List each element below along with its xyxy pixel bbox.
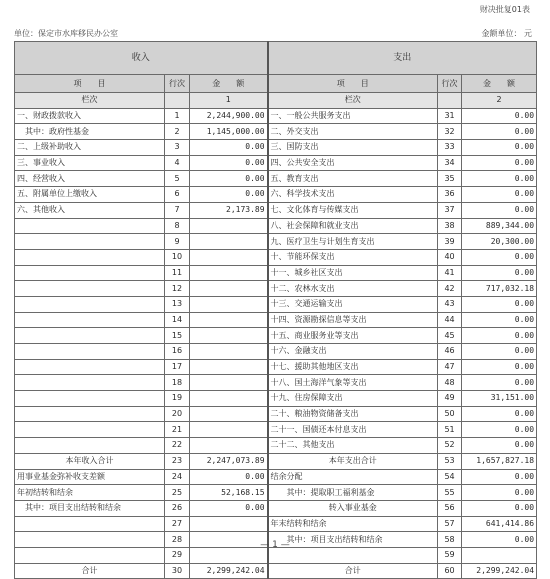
income-item-cell [15,312,165,328]
income-item-cell: 本年收入合计 [15,453,165,469]
table-row [15,108,537,124]
expense-line-cell: 34 [438,155,462,171]
income-item-header: 项 目 [15,75,165,93]
expense-item-cell: 十八、国土海洋气象等支出 [268,375,438,391]
income-amount-cell: 52,168.15 [190,485,268,501]
income-line-cell: 7 [165,202,190,218]
income-amount-cell [190,344,268,360]
expense-item-cell: 一、一般公共服务支出 [268,108,438,124]
table-row [15,265,537,281]
income-line-cell: 18 [165,375,190,391]
expense-amount-cell: 0.00 [462,469,537,485]
expense-item-cell: 九、医疗卫生与计划生育支出 [268,234,438,250]
table-row [15,124,537,140]
expense-amount-cell: 0.00 [462,249,537,265]
expense-amount-cell: 0.00 [462,344,537,360]
income-item-cell [15,218,165,234]
income-item-cell: 其中：项目支出结转和结余 [15,500,165,516]
table-row [15,469,537,485]
expense-item-cell: 十四、资源勘探信息等支出 [268,312,438,328]
income-line-cell: 27 [165,516,190,532]
income-amount-cell [190,406,268,422]
income-line-cell: 21 [165,422,190,438]
income-amount-cell [190,391,268,407]
expense-amount-cell: 0.00 [462,438,537,454]
income-line-cell: 9 [165,234,190,250]
income-line-cell: 15 [165,328,190,344]
expense-amount-cell: 0.00 [462,500,537,516]
expense-amount-cell: 0.00 [462,312,537,328]
expense-line-header: 行次 [438,75,462,93]
expense-line-cell: 60 [438,563,462,579]
income-amount-cell [190,516,268,532]
table-row [15,328,537,344]
reporting-unit: 单位：保定市水库移民办公室 [14,29,118,38]
expense-item-cell: 三、国防支出 [268,140,438,156]
expense-item-cell: 二十二、其他支出 [268,438,438,454]
income-line-cell: 19 [165,391,190,407]
expense-line-cell: 44 [438,312,462,328]
expense-item-cell: 转入事业基金 [268,500,438,516]
income-line-cell: 26 [165,500,190,516]
expense-amount-cell: 0.00 [462,406,537,422]
expense-item-cell: 其中：项目支出结转和结余 [268,532,438,548]
expense-line-cell: 39 [438,234,462,250]
expense-item-cell: 结余分配 [268,469,438,485]
income-item-cell [15,391,165,407]
income-line-cell: 2 [165,124,190,140]
income-item-cell [15,265,165,281]
table-row [15,391,537,407]
expense-line-cell: 41 [438,265,462,281]
expense-amount-cell: 0.00 [462,171,537,187]
expense-line-cell: 54 [438,469,462,485]
expense-line-cell: 35 [438,171,462,187]
expense-line-cell: 51 [438,422,462,438]
income-line-cell: 29 [165,547,190,563]
expense-section-title: 支出 [268,42,537,75]
expense-item-cell: 十、节能环保支出 [268,249,438,265]
income-item-cell [15,422,165,438]
expense-amount-cell: 641,414.86 [462,516,537,532]
income-amount-cell [190,218,268,234]
income-amount-cell: 2,244,900.00 [190,108,268,124]
expense-line-cell: 59 [438,547,462,563]
expense-line-cell: 48 [438,375,462,391]
expense-item-cell: 十九、住房保障支出 [268,391,438,407]
expense-line-cell: 36 [438,187,462,203]
income-item-cell: 一、财政拨款收入 [15,108,165,124]
expense-line-cell: 45 [438,328,462,344]
income-item-cell [15,516,165,532]
income-amount-cell [190,281,268,297]
income-item-cell: 六、其他收入 [15,202,165,218]
expense-line-cell: 57 [438,516,462,532]
expense-amount-cell: 717,032.18 [462,281,537,297]
income-amount-cell: 1,145,000.00 [190,124,268,140]
page-number: — 1 — [260,540,290,550]
expense-amount-cell: 0.00 [462,328,537,344]
table-row [15,375,537,391]
expense-amount-cell: 0.00 [462,124,537,140]
expense-line-cell: 38 [438,218,462,234]
income-item-cell [15,344,165,360]
column-number-row [15,93,537,109]
income-section-title: 收入 [15,42,268,75]
income-amount-cell: 0.00 [190,500,268,516]
expense-amount-cell: 2,299,242.04 [462,563,537,579]
income-item-cell: 合计 [15,563,165,579]
expense-item-cell: 八、社会保障和就业支出 [268,218,438,234]
expense-item-cell: 其中：提取职工福利基金 [268,485,438,501]
expense-item-cell: 年末结转和结余 [268,516,438,532]
income-line-cell: 5 [165,171,190,187]
table-row [15,234,537,250]
income-amount-cell [190,422,268,438]
form-code: 财决批复01表 [479,5,530,14]
expense-amount-cell: 0.00 [462,187,537,203]
income-line-cell: 14 [165,312,190,328]
expense-line-cell: 53 [438,453,462,469]
expense-item-cell: 二、外交支出 [268,124,438,140]
income-line-cell: 25 [165,485,190,501]
income-line-cell: 23 [165,453,190,469]
income-line-cell: 3 [165,140,190,156]
expense-line-cell: 31 [438,108,462,124]
table-row [15,187,537,203]
expense-amount-cell: 0.00 [462,202,537,218]
expense-amount-cell: 0.00 [462,265,537,281]
income-amount-cell [190,312,268,328]
income-column-row-label: 栏次 [15,93,165,109]
expense-item-cell: 本年支出合计 [268,453,438,469]
table-row [15,218,537,234]
income-item-cell [15,328,165,344]
expense-amount-cell: 0.00 [462,155,537,171]
table-row [15,516,537,532]
income-item-cell [15,375,165,391]
expense-item-cell: 七、文化体育与传媒支出 [268,202,438,218]
expense-item-cell: 十二、农林水支出 [268,281,438,297]
income-amount-cell [190,296,268,312]
table-row [15,485,537,501]
income-item-cell [15,234,165,250]
table-row [15,171,537,187]
report-header-right [480,4,530,15]
expense-column-number: 2 [462,93,537,109]
income-amount-cell [190,328,268,344]
expense-item-cell: 十五、商业服务业等支出 [268,328,438,344]
expense-item-cell: 五、教育支出 [268,171,438,187]
income-amount-cell: 0.00 [190,187,268,203]
expense-item-cell: 合计 [268,563,438,579]
expense-item-cell: 六、科学技术支出 [268,187,438,203]
income-line-cell: 17 [165,359,190,375]
income-line-cell: 24 [165,469,190,485]
expense-amount-cell: 0.00 [462,375,537,391]
expense-column-row-label: 栏次 [268,93,438,109]
income-amount-cell: 0.00 [190,155,268,171]
income-item-cell: 三、事业收入 [15,155,165,171]
income-item-cell: 其中：政府性基金 [15,124,165,140]
table-row [15,422,537,438]
income-item-cell: 用事业基金弥补收支差额 [15,469,165,485]
income-item-cell: 四、经营收入 [15,171,165,187]
expense-amount-cell: 0.00 [462,359,537,375]
income-amount-cell [190,265,268,281]
expense-line-cell: 58 [438,532,462,548]
expense-line-cell: 55 [438,485,462,501]
income-line-cell: 1 [165,108,190,124]
expense-line-cell: 47 [438,359,462,375]
expense-item-cell: 十七、援助其他地区支出 [268,359,438,375]
table-row [15,453,537,469]
income-line-cell: 6 [165,187,190,203]
amount-unit: 金额单位： 元 [481,29,532,38]
table-row [15,202,537,218]
income-item-cell [15,406,165,422]
table-row [15,438,537,454]
expense-amount-cell: 0.00 [462,485,537,501]
income-item-cell [15,438,165,454]
income-amount-cell: 0.00 [190,140,268,156]
income-line-cell: 30 [165,563,190,579]
expense-amount-cell: 0.00 [462,296,537,312]
income-item-cell [15,249,165,265]
expense-line-cell: 32 [438,124,462,140]
expense-amount-cell: 0.00 [462,140,537,156]
income-line-cell: 4 [165,155,190,171]
income-amount-cell [190,249,268,265]
table-row [15,249,537,265]
expense-line-cell: 37 [438,202,462,218]
income-amount-header: 金 额 [190,75,268,93]
income-line-cell: 8 [165,218,190,234]
expense-item-cell: 十六、金融支出 [268,344,438,360]
table-row [15,140,537,156]
income-expense-table [14,41,537,579]
income-line-cell: 12 [165,281,190,297]
income-line-cell: 11 [165,265,190,281]
expense-line-cell: 50 [438,406,462,422]
expense-line-cell: 56 [438,500,462,516]
income-item-cell [15,296,165,312]
income-line-cell: 22 [165,438,190,454]
table-row [15,344,537,360]
ledger-body [15,108,537,579]
income-line-header: 行次 [165,75,190,93]
expense-amount-cell: 0.00 [462,422,537,438]
income-amount-cell [190,438,268,454]
expense-item-cell: 二十一、国债还本付息支出 [268,422,438,438]
section-header-row [15,42,537,75]
table-row [15,312,537,328]
income-amount-cell: 0.00 [190,469,268,485]
income-amount-cell: 2,173.89 [190,202,268,218]
income-item-cell: 二、上级补助收入 [15,140,165,156]
income-column-number: 1 [190,93,268,109]
expense-line-cell: 49 [438,391,462,407]
expense-amount-cell: 31,151.00 [462,391,537,407]
income-line-cell: 16 [165,344,190,360]
expense-item-cell: 四、公共安全支出 [268,155,438,171]
table-row [15,281,537,297]
expense-line-cell: 42 [438,281,462,297]
expense-item-header: 项 目 [268,75,438,93]
income-item-cell: 五、附属单位上缴收入 [15,187,165,203]
income-line-cell: 13 [165,296,190,312]
table-row [15,296,537,312]
expense-line-cell: 33 [438,140,462,156]
income-line-cell: 10 [165,249,190,265]
column-header-row [15,75,537,93]
expense-line-cell: 46 [438,344,462,360]
income-column-line-blank [165,93,190,109]
table-row [15,359,537,375]
income-item-cell [15,359,165,375]
income-amount-cell [190,234,268,250]
income-item-cell: 年初结转和结余 [15,485,165,501]
expense-item-cell: 二十、粮油物资储备支出 [268,406,438,422]
expense-amount-cell: 889,344.00 [462,218,537,234]
expense-amount-cell: 1,657,827.18 [462,453,537,469]
table-row [15,500,537,516]
expense-column-line-blank [438,93,462,109]
income-amount-cell [190,359,268,375]
income-item-cell [15,281,165,297]
expense-amount-header: 金 额 [462,75,537,93]
expense-line-cell: 40 [438,249,462,265]
table-row [15,155,537,171]
expense-amount-cell: 0.00 [462,108,537,124]
expense-amount-cell: 20,300.00 [462,234,537,250]
expense-line-cell: 43 [438,296,462,312]
income-amount-cell: 2,247,073.89 [190,453,268,469]
table-row [15,406,537,422]
income-amount-cell [190,375,268,391]
expense-item-cell: 十三、交通运输支出 [268,296,438,312]
expense-amount-cell: 0.00 [462,532,537,548]
income-amount-cell: 2,299,242.04 [190,563,268,579]
table-row [15,563,537,579]
income-line-cell: 28 [165,532,190,548]
expense-line-cell: 52 [438,438,462,454]
expense-item-cell: 十一、城乡社区支出 [268,265,438,281]
income-amount-cell: 0.00 [190,171,268,187]
income-line-cell: 20 [165,406,190,422]
